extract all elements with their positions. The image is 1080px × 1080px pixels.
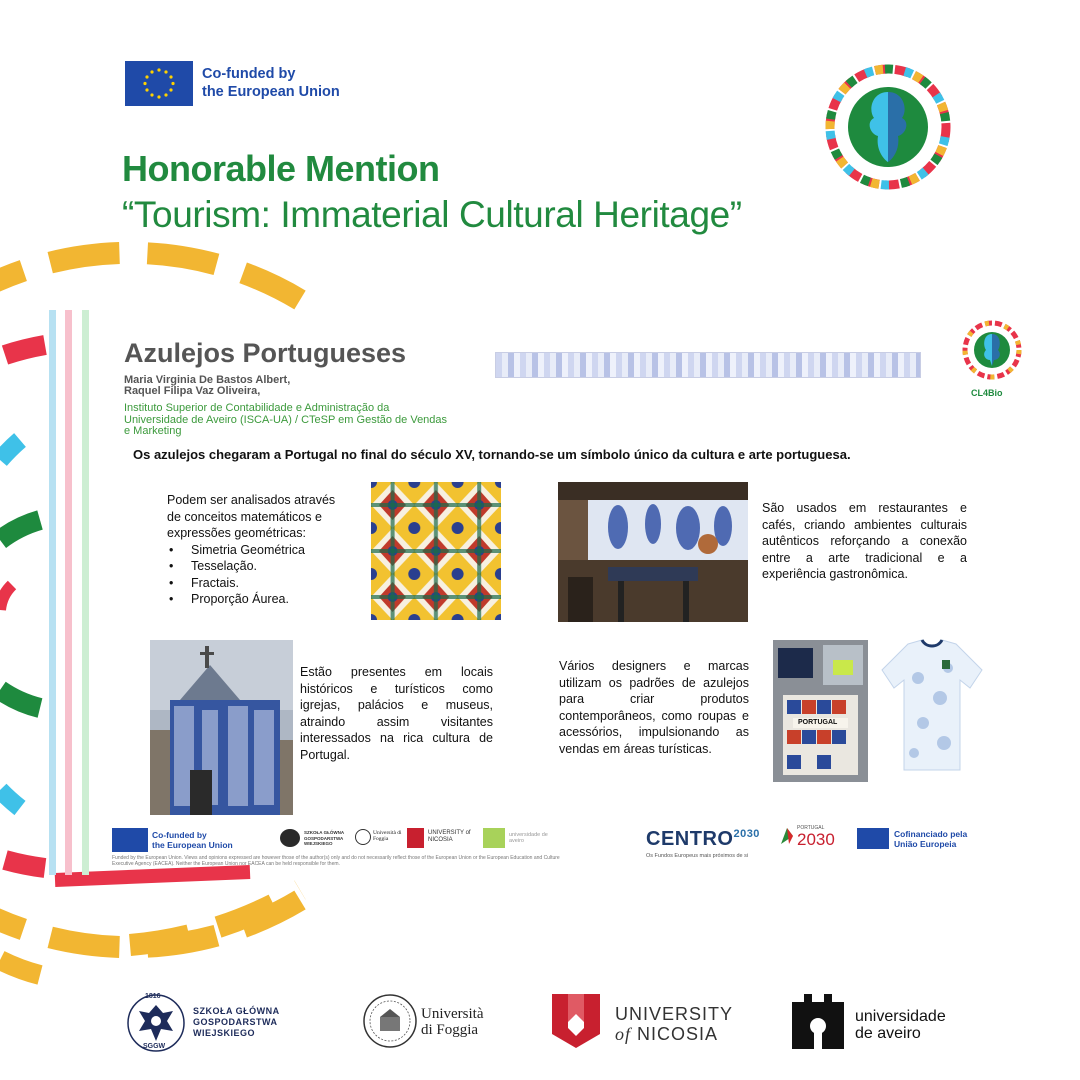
- list-item: • Simetria Geométrica: [167, 542, 347, 559]
- poster-authors: [124, 375, 290, 397]
- foggia-seal: [362, 993, 418, 1049]
- math-concepts-block: [167, 492, 347, 608]
- sggw-abbr: SGGW: [143, 1043, 166, 1050]
- mini-aveiro-text: universidade de aveiro: [509, 832, 548, 844]
- poster-intro: Os azulejos chegaram a Portugal no final do século XV, tornando-se um símbolo único da cultura e arte portuguesa.: [133, 447, 851, 462]
- poster-institution: Instituto Superior de Contabilidade e Administração da Universidade de Aveiro (ISCA-UA) / CTeSP em Gestão de Vendas e Marketing: [124, 402, 448, 437]
- tile-pattern-photo: [371, 482, 501, 620]
- mini-aveiro-logo: [483, 828, 505, 848]
- footer-eu-text: Co-funded by the European Union: [152, 830, 233, 850]
- nicosia-emblem: [552, 994, 600, 1048]
- author-2: Raquel Filipa Vaz Oliveira,: [124, 385, 261, 397]
- nicosia-name: UNIVERSITY of NICOSIA: [615, 1004, 734, 1044]
- mini-foggia-logo: [355, 829, 371, 845]
- jersey-photo: [878, 638, 986, 778]
- page-subtitle: “Tourism: Immaterial Cultural Heritage”: [122, 194, 742, 235]
- restaurant-text: São usados em restaurantes e cafés, criando ambientes culturais autênticos reforçando a conexão entre a arte tradicional e a experiência gastronômica.: [762, 501, 967, 581]
- cl4bio-small-logo: [955, 318, 1029, 390]
- poster-title: Azulejos Portugueses: [124, 338, 407, 368]
- portugal2030-year: 2030: [797, 830, 835, 849]
- sggw-name: SZKOŁA GŁÓWNA GOSPODARSTWA WIEJSKIEGO: [193, 1006, 280, 1038]
- souvenir-photo-sign: PORTUGAL: [798, 719, 838, 726]
- aveiro-emblem: [792, 994, 844, 1049]
- cl4bio-small-label: CL4Bio: [971, 388, 1003, 398]
- list-item: • Tesselação.: [167, 558, 347, 575]
- footer-disclaimer: Funded by the European Union. Views and opinions expressed are however those of the author(s) only and do not necessarily reflect those of the European Union or the European Education and Culture Executive Agency (EACEA). Neither the European Union nor EACEA can be held responsible for them.: [112, 855, 560, 867]
- souvenir-photo: [773, 640, 868, 782]
- list-item: • Proporção Áurea.: [167, 591, 347, 608]
- cofin-text: Cofinanciado pela União Europeia: [894, 829, 968, 849]
- mini-nicosia-text: UNIVERSITY of NICOSIA: [428, 830, 471, 843]
- church-photo: [150, 640, 293, 815]
- portugal2030-logo: [779, 826, 795, 851]
- list-item: • Fractais.: [167, 575, 347, 592]
- mini-nicosia-logo: [407, 828, 424, 848]
- eu-cofunded-text: Co-funded by the European Union: [202, 66, 340, 100]
- author-1: Maria Virginia De Bastos Albert,: [124, 374, 291, 386]
- aveiro-name: universidade de aveiro: [855, 1008, 946, 1042]
- foggia-name: Università di Foggia: [421, 1006, 484, 1038]
- cofin-eu-flag-icon: [857, 828, 889, 849]
- restaurant-photo: [558, 482, 748, 622]
- designers-text: Vários designers e marcas utilizam os padrões de azulejos para criar produtos contemporâneos, como roupas e acessórios, impulsionando as vendas em áreas turísticas.: [559, 659, 749, 756]
- azulejo-border-strip: [495, 352, 921, 378]
- math-concepts-intro: Podem ser analisados através de conceitos matemáticos e expressões geométricas:: [167, 493, 336, 540]
- mini-foggia-text: Università di Foggia: [373, 830, 402, 842]
- centro2030-tag: Os Fundos Europeus mais próximos de si: [646, 853, 749, 859]
- eu-flag-icon: [125, 61, 193, 106]
- mini-sggw-text: SZKOŁA GŁÓWNA GOSPODARSTWA WIEJSKIEGO: [304, 830, 344, 846]
- mini-sggw-logo: [280, 829, 300, 847]
- cl4bio-logo: [822, 62, 954, 192]
- centro2030-logo: $CENTRO^{2030}$: [646, 828, 760, 850]
- math-concepts-list: [167, 542, 347, 608]
- sggw-year: 1816: [145, 993, 161, 1000]
- portugal2030-small: PORTUGAL: [797, 825, 825, 831]
- page-title: Honorable Mention: [122, 148, 440, 189]
- footer-eu-flag-icon: [112, 828, 148, 852]
- church-text: Estão presentes em locais históricos e turísticos como igrejas, palácios e museus, atraindo assim visitantes interessados na rica cultura de Portugal.: [300, 665, 493, 762]
